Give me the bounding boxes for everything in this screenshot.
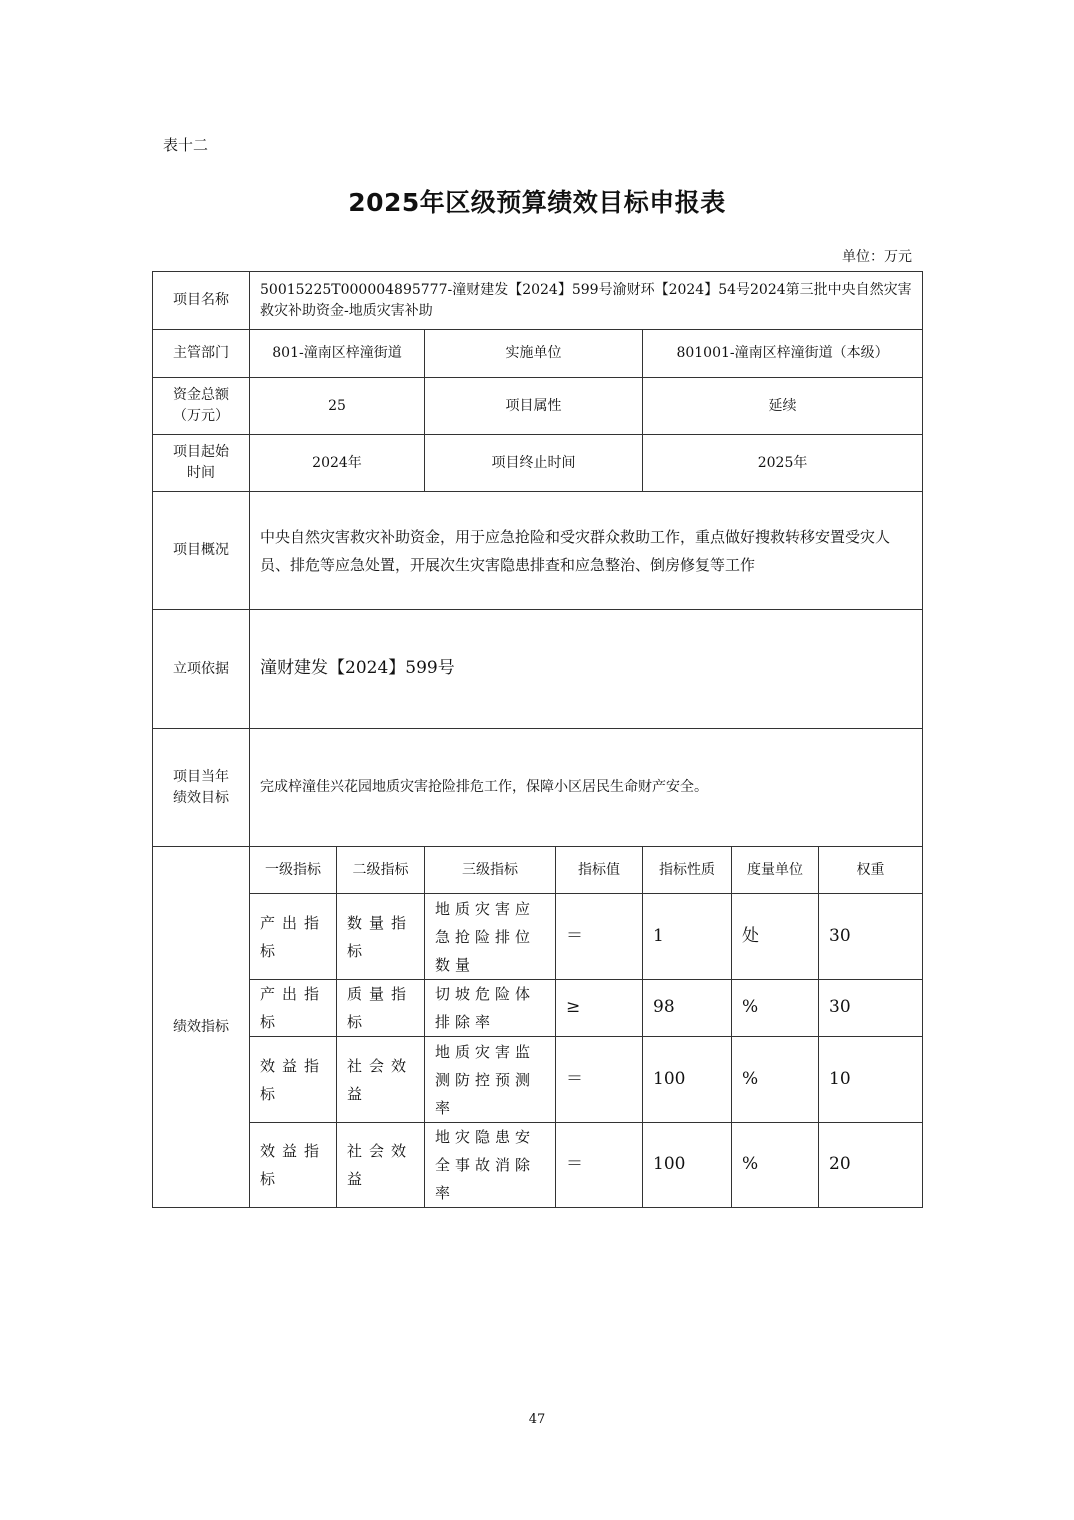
annual-goal-label: 项目当年绩效目标 — [153, 729, 250, 847]
project-attr-value: 延续 — [643, 378, 923, 435]
header-level2: 二级指标 — [337, 847, 425, 894]
weight-cell: 30 — [819, 980, 923, 1037]
level1-cell: 产出指标 — [250, 894, 337, 980]
header-unit: 度量单位 — [732, 847, 819, 894]
fund-label: 资金总额（万元） — [153, 378, 250, 435]
level2-cell: 社会效益 — [337, 1037, 425, 1123]
end-time-label: 项目终止时间 — [425, 435, 643, 492]
unit-cell: % — [732, 1123, 819, 1208]
level3-cell: 切坡危险体排除率 — [425, 980, 556, 1037]
level3-cell: 地灾隐患安全事故消除率 — [425, 1123, 556, 1208]
fund-value: 25 — [250, 378, 425, 435]
weight-cell: 10 — [819, 1037, 923, 1123]
table-row — [153, 1037, 923, 1123]
overview-label: 项目概况 — [153, 492, 250, 610]
unit-note: 单位：万元 — [842, 249, 912, 265]
end-time-value: 2025年 — [643, 435, 923, 492]
impl-unit-label: 实施单位 — [425, 330, 643, 378]
level1-cell: 产出指标 — [250, 980, 337, 1037]
table-row — [153, 894, 923, 980]
annual-goal-value: 完成梓潼佳兴花园地质灾害抢险排危工作，保障小区居民生命财产安全。 — [250, 729, 923, 847]
operator-cell: ≥ — [556, 980, 643, 1037]
performance-target-table — [152, 271, 923, 1208]
unit-cell: 处 — [732, 894, 819, 980]
value-cell: 1 — [643, 894, 732, 980]
table-row — [153, 1123, 923, 1208]
header-weight: 权重 — [819, 847, 923, 894]
table-row — [153, 980, 923, 1037]
level3-cell: 地质灾害监测防控预测率 — [425, 1037, 556, 1123]
header-level3: 三级指标 — [425, 847, 556, 894]
level3-cell: 地质灾害应急抢险排位数量 — [425, 894, 556, 980]
value-cell: 100 — [643, 1037, 732, 1123]
start-time-value: 2024年 — [250, 435, 425, 492]
basis-label: 立项依据 — [153, 610, 250, 729]
basis-value: 潼财建发【2024】599号 — [250, 610, 923, 729]
unit-cell: % — [732, 980, 819, 1037]
dept-value: 801-潼南区梓潼街道 — [250, 330, 425, 378]
page-number: 47 — [528, 1412, 546, 1427]
level2-cell: 数量指标 — [337, 894, 425, 980]
project-name-label: 项目名称 — [153, 272, 250, 330]
impl-unit-value: 801001-潼南区梓潼街道（本级） — [643, 330, 923, 378]
value-cell: 98 — [643, 980, 732, 1037]
level1-cell: 效益指标 — [250, 1037, 337, 1123]
start-time-label: 项目起始时间 — [153, 435, 250, 492]
level2-cell: 质量指标 — [337, 980, 425, 1037]
operator-cell: ＝ — [556, 894, 643, 980]
value-cell: 100 — [643, 1123, 732, 1208]
weight-cell: 30 — [819, 894, 923, 980]
project-attr-label: 项目属性 — [425, 378, 643, 435]
indicators-section-label: 绩效指标 — [153, 847, 250, 1208]
table-label: 表十二 — [163, 136, 209, 154]
weight-cell: 20 — [819, 1123, 923, 1208]
unit-cell: % — [732, 1037, 819, 1123]
dept-label: 主管部门 — [153, 330, 250, 378]
project-name-value: 50015225T000004895777-潼财建发【2024】599号渝财环【2024】54号2024第三批中央自然灾害救灾补助资金-地质灾害补助 — [250, 272, 923, 330]
page-title: 2025年区级预算绩效目标申报表 — [348, 188, 726, 217]
header-level1: 一级指标 — [250, 847, 337, 894]
operator-cell: ＝ — [556, 1123, 643, 1208]
header-value: 指标值 — [556, 847, 643, 894]
overview-value: 中央自然灾害救灾补助资金，用于应急抢险和受灾群众救助工作，重点做好搜救转移安置受灾人员、排危等应急处置，开展次生灾害隐患排查和应急整治、倒房修复等工作 — [250, 492, 923, 610]
operator-cell: ＝ — [556, 1037, 643, 1123]
level1-cell: 效益指标 — [250, 1123, 337, 1208]
level2-cell: 社会效益 — [337, 1123, 425, 1208]
header-nature: 指标性质 — [643, 847, 732, 894]
